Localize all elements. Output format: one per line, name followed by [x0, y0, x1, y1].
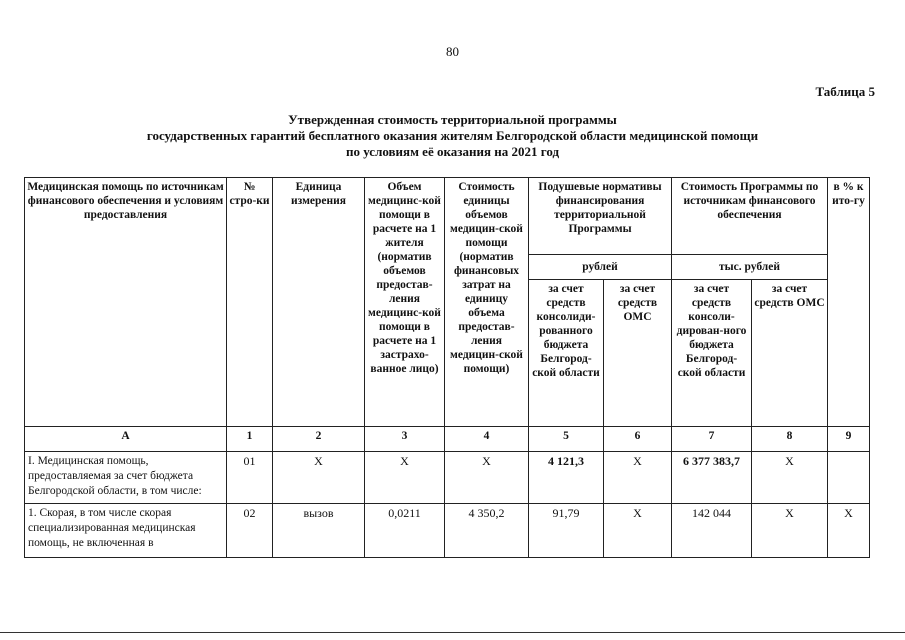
column-number-row	[25, 427, 870, 452]
column-number: 2	[273, 427, 365, 452]
header-col8: за счет средств ОМС	[752, 280, 828, 427]
table-label: Таблица 5	[815, 84, 875, 99]
header-col6: за счет средств ОМС	[604, 280, 672, 427]
row-col6: Х	[604, 504, 672, 558]
row-unit: Х	[273, 452, 365, 504]
column-number: 6	[604, 427, 672, 452]
row-cost: Х	[445, 452, 529, 504]
header-col5: за счет средств консолиди-рованного бюджета Белгород-ской области	[529, 280, 604, 427]
column-number: 9	[828, 427, 870, 452]
header-unit-rubles: рублей	[529, 255, 672, 280]
document-title	[0, 112, 905, 160]
column-number: 5	[529, 427, 604, 452]
title-line-1: Утвержденная стоимость территориальной программы	[288, 112, 617, 127]
column-number: 7	[672, 427, 752, 452]
row-col5: 4 121,3	[529, 452, 604, 504]
header-row-no: № стро-ки	[227, 178, 273, 427]
column-number: 3	[365, 427, 445, 452]
header-cost: Стоимость единицы объемов медицин-ской помощи (норматив финансовых затрат на единицу объема предостав-ления медицин-ской помощи)	[445, 178, 529, 427]
row-cost: 4 350,2	[445, 504, 529, 558]
header-per-capita: Подушевые нормативы финансирования территориальной Программы	[529, 178, 672, 255]
cost-table	[24, 177, 870, 558]
row-number: 02	[227, 504, 273, 558]
header-percent: в % к ито-гу	[828, 178, 870, 427]
title-line-3: по условиям её оказания на 2021 год	[345, 144, 560, 159]
page-bottom-rule	[0, 632, 905, 635]
row-col7: 142 044	[672, 504, 752, 558]
header-unit-thousand-rubles: тыс. рублей	[672, 255, 828, 280]
header-col7: за счет средств консоли-дирован-ного бюджета Белгород-ской области	[672, 280, 752, 427]
row-col5: 91,79	[529, 504, 604, 558]
row-unit: вызов	[273, 504, 365, 558]
title-line-2: государственных гарантий бесплатного оказания жителям Белгородской области медицинской помощи	[146, 128, 759, 143]
page-number: 80	[446, 44, 459, 59]
header-name: Медицинская помощь по источникам финансового обеспечения и условиям предоставления	[25, 178, 227, 427]
row-volume: 0,0211	[365, 504, 445, 558]
row-col8: Х	[752, 504, 828, 558]
header-unit: Единица измерения	[273, 178, 365, 427]
row-number: 01	[227, 452, 273, 504]
column-number: 8	[752, 427, 828, 452]
header-program-cost: Стоимость Программы по источникам финансового обеспечения	[672, 178, 828, 255]
column-number: А	[25, 427, 227, 452]
row-volume: Х	[365, 452, 445, 504]
table-row	[25, 504, 870, 558]
row-col7: 6 377 383,7	[672, 452, 752, 504]
header-row-1	[25, 178, 870, 255]
row-name: I. Медицинская помощь, предоставляемая за счет бюджета Белгородской области, в том числе:	[25, 452, 227, 504]
row-name: 1. Скорая, в том числе скорая специализированная медицинская помощь, не включенная в	[25, 504, 227, 558]
column-number: 1	[227, 427, 273, 452]
row-col6: Х	[604, 452, 672, 504]
row-col9: Х	[828, 504, 870, 558]
column-number: 4	[445, 427, 529, 452]
row-col8: Х	[752, 452, 828, 504]
header-volume: Объем медицинс-кой помощи в расчете на 1 жителя (норматив объемов предостав-ления медицинс-кой помощи в расчете на 1 застрахо-ванное лицо)	[365, 178, 445, 427]
table-row	[25, 452, 870, 504]
row-col9	[828, 452, 870, 504]
